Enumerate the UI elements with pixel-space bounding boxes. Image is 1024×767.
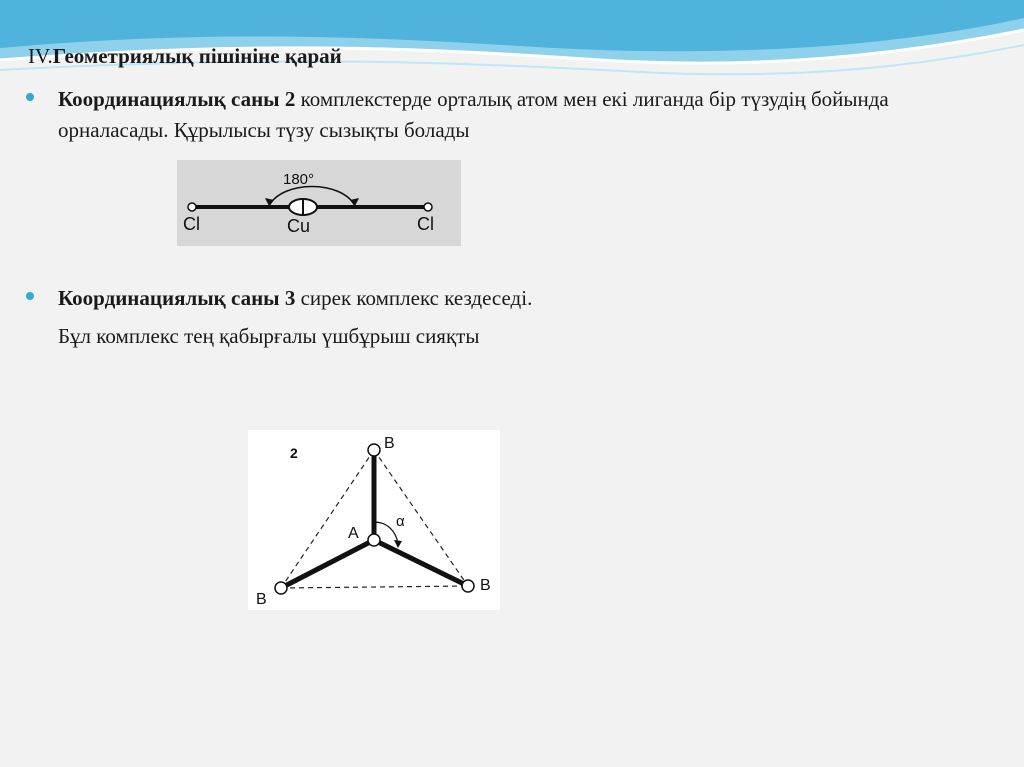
bullet-2-text: сирек комплекс кездеседі. [295,286,533,310]
linear-complex-figure [177,160,461,246]
alpha-label: α [396,513,405,530]
top-b-label: B [384,435,395,452]
slide-title-prefix: IV. [28,44,53,68]
center-cu-label: Cu [287,216,311,236]
figure-number: 2 [290,445,298,461]
bullet-dot [26,93,34,101]
bullet-coordination-3 [26,283,926,314]
left-cl-label: Cl [183,214,200,234]
slide-title [28,44,342,69]
right-b-label: B [480,577,491,594]
center-a-label: A [348,525,359,542]
slide-title-bold: Геометриялық пішініне қарай [52,44,342,68]
trigonal-complex-figure [248,430,500,610]
angle-label: 180° [283,171,315,188]
bullet-1-text: комплекстерде орталық атом мен екі лиганда бір түзудің бойында орналасады. Құрылысы түзу сызықты болады [58,87,889,142]
bullet-coordination-2 [26,84,986,146]
left-b-label: B [256,591,267,608]
right-cl-label: Cl [417,214,434,234]
bullet-dot [26,292,34,300]
bullet-1-bold: Координациялық саны 2 [58,87,296,111]
bullet-2-bold: Координациялық саны 3 [58,286,296,310]
paragraph-triangle: Бұл комплекс тең қабырғалы үшбұрыш сияқты [58,324,480,348]
